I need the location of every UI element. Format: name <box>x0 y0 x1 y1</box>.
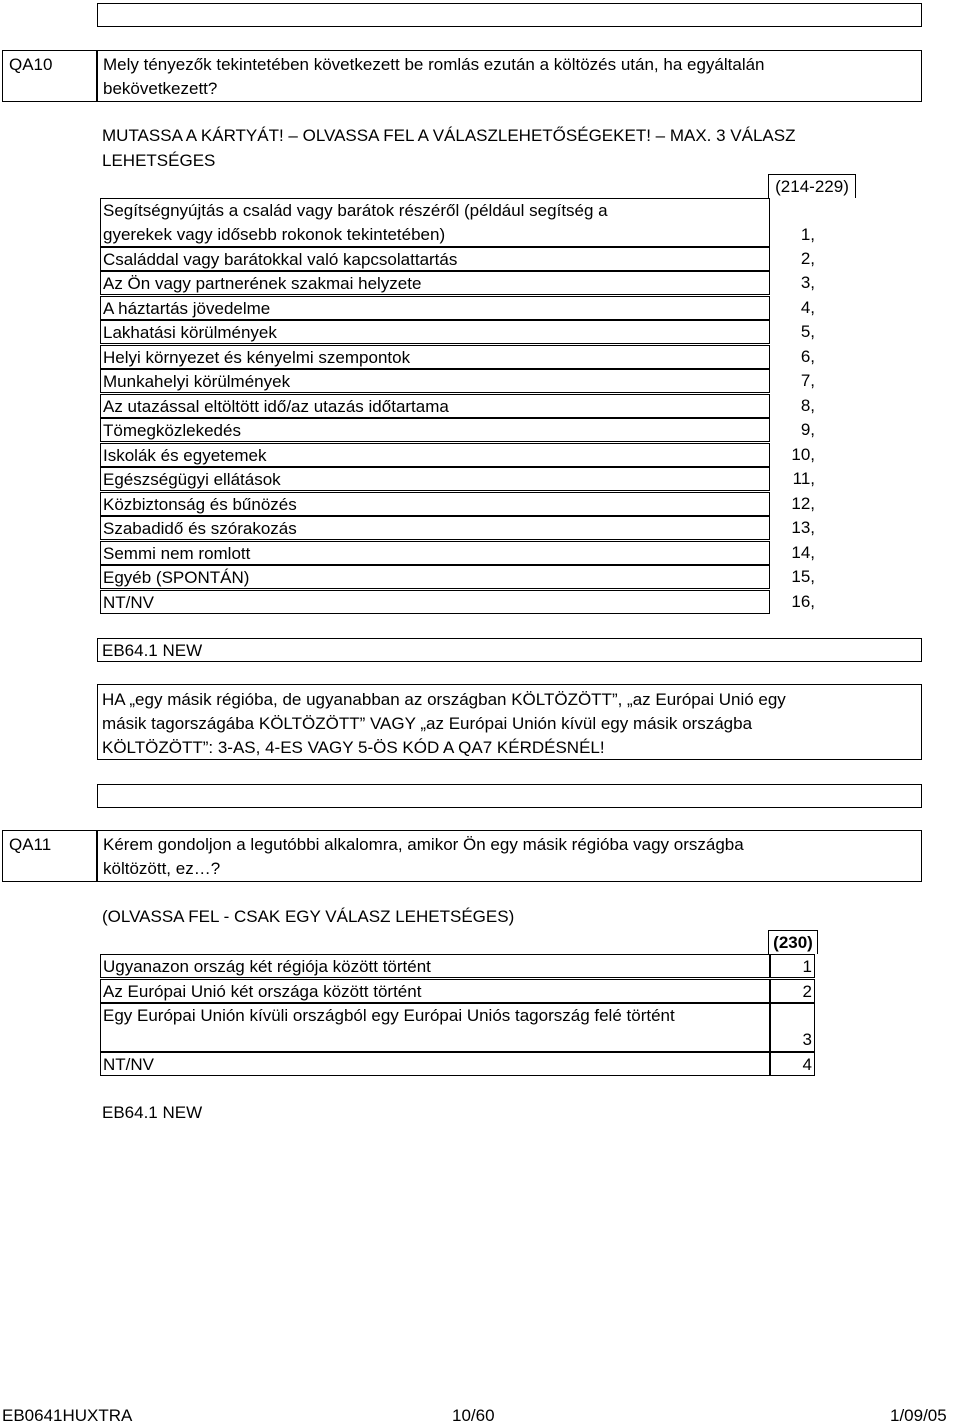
qa10-answer-code: 7, <box>800 371 815 390</box>
qa10-question-line2: bekövetkezett? <box>103 79 218 98</box>
qa11-range-cell <box>768 930 818 954</box>
qa10-answer-code: 2, <box>800 249 815 268</box>
qa10-answer-code: 13, <box>791 518 815 537</box>
qa11-question-cell <box>96 830 922 882</box>
qa10-answer-code: 15, <box>791 567 815 586</box>
qa10-answer-row: Egészségügyi ellátások <box>100 467 770 491</box>
qa11-instruction: (OLVASSA FEL - CSAK EGY VÁLASZ LEHETSÉGES) <box>102 907 515 926</box>
qa10-answer-code: 3, <box>800 273 815 292</box>
qa10-answer-code: 9, <box>800 420 815 439</box>
qa10-answer-row: Tömegközlekedés <box>100 418 770 442</box>
qa11-id: QA11 <box>9 835 52 854</box>
filter-box <box>97 684 922 760</box>
qa11-answer-row <box>100 1003 770 1052</box>
qa10-answer-row: Az utazással eltöltött idő/az utazás időtartama <box>100 394 770 418</box>
qa10-answer-row: Az Ön vagy partnerének szakmai helyzete <box>100 271 770 295</box>
qa10-answer-row: Szabadidő és szórakozás <box>100 516 770 540</box>
top-empty-box <box>97 3 922 27</box>
qa10-id-cell <box>2 50 98 102</box>
qa10-answer-code: 11, <box>792 469 815 488</box>
qa10-answer-code: 16, <box>791 592 815 611</box>
qa11-question-line2: költözött, ez…? <box>103 859 221 878</box>
qa10-answer-code: 14, <box>791 543 815 562</box>
qa11-answer-row: Az Európai Unió két országa között történt <box>100 979 770 1003</box>
qa10-answer-row: NT/NV <box>100 590 770 614</box>
qa11-answer-code: 1 <box>770 954 815 978</box>
qa10-answer-1 <box>100 198 770 247</box>
filter-line1: HA „egy másik régióba, de ugyanabban az országban KÖLTÖZÖTT”, „az Európai Unió egy <box>102 690 786 709</box>
footer-date: 1/09/05 <box>890 1406 947 1423</box>
qa10-instruction-line2: LEHETSÉGES <box>102 151 216 170</box>
qa10-answer-row: A háztartás jövedelme <box>100 296 770 320</box>
qa11-range: (230) <box>773 933 813 952</box>
qa10-question-cell <box>96 50 922 102</box>
qa10-answer-row: Semmi nem romlott <box>100 541 770 565</box>
qa11-answer-code: 2 <box>770 979 815 1003</box>
qa10-question-line1: Mely tényezők tekintetében következett be romlás ezután a költözés után, ha egyáltalán <box>103 55 765 74</box>
qa10-instruction-line1: MUTASSA A KÁRTYÁT! – OLVASSA FEL A VÁLASZLEHETŐSÉGEKET! – MAX. 3 VÁLASZ <box>102 126 796 145</box>
qa10-answer-row: Családdal vagy barátokkal való kapcsolattartás <box>100 247 770 271</box>
qa11-answer-code: 4 <box>770 1052 815 1076</box>
qa10-answer-code: 4, <box>800 298 815 317</box>
qa11-question-line1: Kérem gondoljon a legutóbbi alkalomra, amikor Ön egy másik régióba vagy országba <box>103 835 744 854</box>
qa10-source: EB64.1 NEW <box>102 641 203 660</box>
qa10-answer-row: Iskolák és egyetemek <box>100 443 770 467</box>
qa11-id-cell <box>2 830 98 882</box>
footer-page-number: 10/60 <box>452 1406 495 1423</box>
qa10-answer-1-code: 1, <box>800 225 815 244</box>
qa10-answer-code: 5, <box>800 322 815 341</box>
qa11-answer-code <box>770 1003 815 1052</box>
qa10-answer-row: Egyéb (SPONTÁN) <box>100 565 770 589</box>
qa11-answer-3-code: 3 <box>802 1030 812 1049</box>
qa10-id: QA10 <box>9 55 53 74</box>
qa10-answer-1-line1: Segítségnyújtás a család vagy barátok részéről (például segítség a <box>103 201 608 220</box>
qa10-answer-row: Közbiztonság és bűnözés <box>100 492 770 516</box>
footer-left: EB0641HUXTRA <box>2 1406 133 1423</box>
qa10-range-cell <box>768 174 856 198</box>
qa10-answer-code: 12, <box>791 494 815 513</box>
qa10-answer-1-line2: gyerekek vagy idősebb rokonok tekintetében) <box>103 225 446 244</box>
separator-empty-box <box>97 784 922 808</box>
qa10-range: (214-229) <box>775 177 849 196</box>
qa10-answer-code: 10, <box>791 445 815 464</box>
qa11-source: EB64.1 NEW <box>102 1103 203 1122</box>
qa10-answer-row: Lakhatási körülmények <box>100 320 770 344</box>
qa10-answer-row: Helyi környezet és kényelmi szempontok <box>100 345 770 369</box>
qa11-answer-row: NT/NV <box>100 1052 770 1076</box>
qa11-answer-3-label: Egy Európai Unión kívüli országból egy Európai Uniós tagország felé történt <box>103 1006 675 1025</box>
qa10-answer-code: 6, <box>800 347 815 366</box>
qa10-answer-code: 8, <box>800 396 815 415</box>
qa10-answer-row: Munkahelyi körülmények <box>100 369 770 393</box>
filter-line2: másik tagországába KÖLTÖZÖTT” VAGY „az Európai Unión kívül egy másik országba <box>102 714 753 733</box>
filter-line3: KÖLTÖZÖTT”: 3-AS, 4-ES VAGY 5-ÖS KÓD A QA7 KÉRDÉSNÉL! <box>102 738 605 757</box>
qa11-answer-row: Ugyanazon ország két régiója között történt <box>100 954 770 978</box>
qa10-source-box <box>97 638 922 662</box>
